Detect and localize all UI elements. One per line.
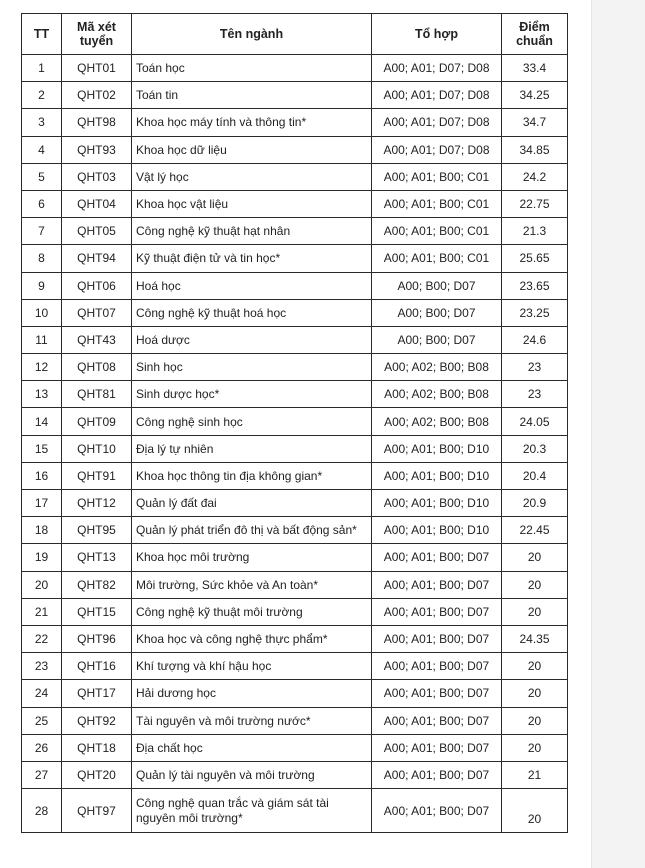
cell-score: 24.05 — [502, 408, 568, 435]
cell-score: 23.25 — [502, 299, 568, 326]
cell-code: QHT04 — [62, 190, 132, 217]
cell-code: QHT12 — [62, 490, 132, 517]
cell-name: Địa chất học — [132, 734, 372, 761]
cell-tt: 1 — [22, 55, 62, 82]
cell-tt: 7 — [22, 218, 62, 245]
cell-tt: 25 — [22, 707, 62, 734]
admission-scores-table — [21, 13, 568, 833]
page-edge-strip — [591, 0, 645, 868]
cell-combo: A00; A02; B00; B08 — [372, 408, 502, 435]
cell-combo: A00; A01; D07; D08 — [372, 109, 502, 136]
cell-name: Kỹ thuật điện tử và tin học* — [132, 245, 372, 272]
table-row — [22, 218, 568, 245]
cell-score: 24.2 — [502, 163, 568, 190]
cell-tt: 27 — [22, 761, 62, 788]
cell-name: Công nghệ kỹ thuật hoá học — [132, 299, 372, 326]
cell-name: Hoá dược — [132, 326, 372, 353]
cell-combo: A00; A01; B00; D07 — [372, 653, 502, 680]
cell-name: Vật lý học — [132, 163, 372, 190]
cell-name: Quản lý phát triển đô thị và bất động sản* — [132, 517, 372, 544]
cell-tt: 26 — [22, 734, 62, 761]
cell-tt: 22 — [22, 625, 62, 652]
cell-tt: 5 — [22, 163, 62, 190]
table-row — [22, 163, 568, 190]
cell-score: 23 — [502, 354, 568, 381]
cell-tt: 8 — [22, 245, 62, 272]
cell-code: QHT01 — [62, 55, 132, 82]
cell-combo: A00; A01; B00; D07 — [372, 680, 502, 707]
cell-name: Công nghệ kỹ thuật môi trường — [132, 598, 372, 625]
cell-score: 25.65 — [502, 245, 568, 272]
cell-tt: 12 — [22, 354, 62, 381]
cell-name: Khoa học và công nghệ thực phẩm* — [132, 625, 372, 652]
cell-score: 20 — [502, 653, 568, 680]
cell-combo: A00; A01; B00; D07 — [372, 544, 502, 571]
cell-score: 23.65 — [502, 272, 568, 299]
table-row — [22, 326, 568, 353]
cell-score: 34.25 — [502, 82, 568, 109]
cell-combo: A00; B00; D07 — [372, 272, 502, 299]
cell-tt: 2 — [22, 82, 62, 109]
cell-score: 20.3 — [502, 435, 568, 462]
cell-tt: 9 — [22, 272, 62, 299]
cell-score: 22.75 — [502, 190, 568, 217]
table-row — [22, 707, 568, 734]
cell-combo: A00; B00; D07 — [372, 326, 502, 353]
cell-combo: A00; A01; B00; D07 — [372, 707, 502, 734]
cell-combo: A00; A01; B00; D07 — [372, 761, 502, 788]
header-row — [22, 14, 568, 55]
cell-code: QHT94 — [62, 245, 132, 272]
table-row — [22, 462, 568, 489]
cell-name: Quản lý đất đai — [132, 490, 372, 517]
table-row — [22, 734, 568, 761]
cell-score: 24.6 — [502, 326, 568, 353]
cell-score: 20.4 — [502, 462, 568, 489]
cell-combo: A00; A01; B00; C01 — [372, 190, 502, 217]
cell-score: 21.3 — [502, 218, 568, 245]
header-combo: Tổ hợp — [372, 14, 502, 55]
cell-tt: 20 — [22, 571, 62, 598]
cell-code: QHT05 — [62, 218, 132, 245]
cell-combo: A00; A01; D07; D08 — [372, 55, 502, 82]
cell-code: QHT07 — [62, 299, 132, 326]
cell-combo: A00; A01; D07; D08 — [372, 82, 502, 109]
header-name: Tên ngành — [132, 14, 372, 55]
cell-tt: 16 — [22, 462, 62, 489]
cell-combo: A00; A01; B00; D07 — [372, 571, 502, 598]
cell-code: QHT17 — [62, 680, 132, 707]
cell-code: QHT08 — [62, 354, 132, 381]
cell-tt: 19 — [22, 544, 62, 571]
cell-combo: A00; A01; B00; D07 — [372, 734, 502, 761]
cell-combo: A00; A01; B00; D07 — [372, 625, 502, 652]
cell-combo: A00; A01; B00; D10 — [372, 435, 502, 462]
table-row — [22, 680, 568, 707]
cell-name: Sinh dược học* — [132, 381, 372, 408]
table-row — [22, 408, 568, 435]
cell-name: Công nghệ quan trắc và giám sát tài nguyên môi trường* — [132, 789, 372, 833]
cell-score: 20 — [502, 734, 568, 761]
cell-code: QHT43 — [62, 326, 132, 353]
cell-combo: A00; A01; B00; C01 — [372, 245, 502, 272]
cell-name: Khoa học máy tính và thông tin* — [132, 109, 372, 136]
cell-tt: 17 — [22, 490, 62, 517]
cell-code: QHT98 — [62, 109, 132, 136]
cell-code: QHT02 — [62, 82, 132, 109]
cell-combo: A00; A01; B00; C01 — [372, 218, 502, 245]
cell-tt: 10 — [22, 299, 62, 326]
cell-combo: A00; A01; B00; C01 — [372, 163, 502, 190]
table-row — [22, 354, 568, 381]
cell-name: Tài nguyên và môi trường nước* — [132, 707, 372, 734]
cell-name: Công nghệ sinh học — [132, 408, 372, 435]
table-row — [22, 190, 568, 217]
cell-combo: A00; A02; B00; B08 — [372, 354, 502, 381]
cell-tt: 24 — [22, 680, 62, 707]
table-row — [22, 299, 568, 326]
cell-code: QHT20 — [62, 761, 132, 788]
cell-tt: 14 — [22, 408, 62, 435]
cell-code: QHT97 — [62, 789, 132, 833]
table-row — [22, 598, 568, 625]
cell-tt: 15 — [22, 435, 62, 462]
cell-code: QHT93 — [62, 136, 132, 163]
cell-code: QHT18 — [62, 734, 132, 761]
cell-tt: 4 — [22, 136, 62, 163]
cell-code: QHT82 — [62, 571, 132, 598]
table-row — [22, 245, 568, 272]
cell-score: 20 — [502, 789, 568, 833]
cell-name: Khoa học vật liệu — [132, 190, 372, 217]
cell-name: Địa lý tự nhiên — [132, 435, 372, 462]
cell-tt: 3 — [22, 109, 62, 136]
cell-score: 20.9 — [502, 490, 568, 517]
cell-score: 24.35 — [502, 625, 568, 652]
table-header — [22, 14, 568, 55]
cell-combo: A00; A01; B00; D07 — [372, 598, 502, 625]
table-row — [22, 653, 568, 680]
cell-code: QHT92 — [62, 707, 132, 734]
cell-score: 34.7 — [502, 109, 568, 136]
table-row — [22, 435, 568, 462]
table-row — [22, 55, 568, 82]
cell-score: 20 — [502, 707, 568, 734]
table-row — [22, 571, 568, 598]
table-row — [22, 544, 568, 571]
table-row — [22, 381, 568, 408]
cell-code: QHT81 — [62, 381, 132, 408]
table-row — [22, 761, 568, 788]
cell-name: Khoa học thông tin địa không gian* — [132, 462, 372, 489]
cell-name: Khoa học dữ liệu — [132, 136, 372, 163]
cell-name: Sinh học — [132, 354, 372, 381]
table-row — [22, 136, 568, 163]
table-row — [22, 109, 568, 136]
cell-combo: A00; A01; B00; D10 — [372, 517, 502, 544]
cell-name: Môi trường, Sức khỏe và An toàn* — [132, 571, 372, 598]
cell-code: QHT06 — [62, 272, 132, 299]
cell-score: 22.45 — [502, 517, 568, 544]
cell-name: Toán học — [132, 55, 372, 82]
table-row — [22, 625, 568, 652]
cell-tt: 6 — [22, 190, 62, 217]
cell-score: 21 — [502, 761, 568, 788]
cell-code: QHT96 — [62, 625, 132, 652]
cell-tt: 23 — [22, 653, 62, 680]
cell-combo: A00; B00; D07 — [372, 299, 502, 326]
cell-score: 33.4 — [502, 55, 568, 82]
cell-score: 20 — [502, 571, 568, 598]
cell-code: QHT03 — [62, 163, 132, 190]
cell-combo: A00; A02; B00; B08 — [372, 381, 502, 408]
table-body — [22, 55, 568, 833]
cell-code: QHT16 — [62, 653, 132, 680]
cell-combo: A00; A01; B00; D10 — [372, 462, 502, 489]
table-row — [22, 82, 568, 109]
cell-code: QHT95 — [62, 517, 132, 544]
cell-combo: A00; A01; B00; D10 — [372, 490, 502, 517]
cell-code: QHT09 — [62, 408, 132, 435]
cell-name: Khí tượng và khí hậu học — [132, 653, 372, 680]
cell-tt: 11 — [22, 326, 62, 353]
cell-score: 20 — [502, 544, 568, 571]
table-row — [22, 517, 568, 544]
cell-tt: 21 — [22, 598, 62, 625]
cell-name: Hải dương học — [132, 680, 372, 707]
header-code: Mã xét tuyển — [62, 14, 132, 55]
cell-score: 20 — [502, 598, 568, 625]
header-score: Điểm chuẩn — [502, 14, 568, 55]
table-row — [22, 272, 568, 299]
table-row — [22, 490, 568, 517]
cell-code: QHT91 — [62, 462, 132, 489]
cell-name: Công nghệ kỹ thuật hạt nhân — [132, 218, 372, 245]
cell-score: 34.85 — [502, 136, 568, 163]
cell-code: QHT15 — [62, 598, 132, 625]
table-row — [22, 789, 568, 833]
cell-tt: 13 — [22, 381, 62, 408]
cell-name: Quản lý tài nguyên và môi trường — [132, 761, 372, 788]
cell-score: 23 — [502, 381, 568, 408]
cell-name: Toán tin — [132, 82, 372, 109]
cell-tt: 28 — [22, 789, 62, 833]
cell-name: Hoá học — [132, 272, 372, 299]
cell-tt: 18 — [22, 517, 62, 544]
cell-code: QHT10 — [62, 435, 132, 462]
cell-code: QHT13 — [62, 544, 132, 571]
cell-score: 20 — [502, 680, 568, 707]
cell-combo: A00; A01; B00; D07 — [372, 789, 502, 833]
cell-name: Khoa học môi trường — [132, 544, 372, 571]
cell-combo: A00; A01; D07; D08 — [372, 136, 502, 163]
header-tt: TT — [22, 14, 62, 55]
